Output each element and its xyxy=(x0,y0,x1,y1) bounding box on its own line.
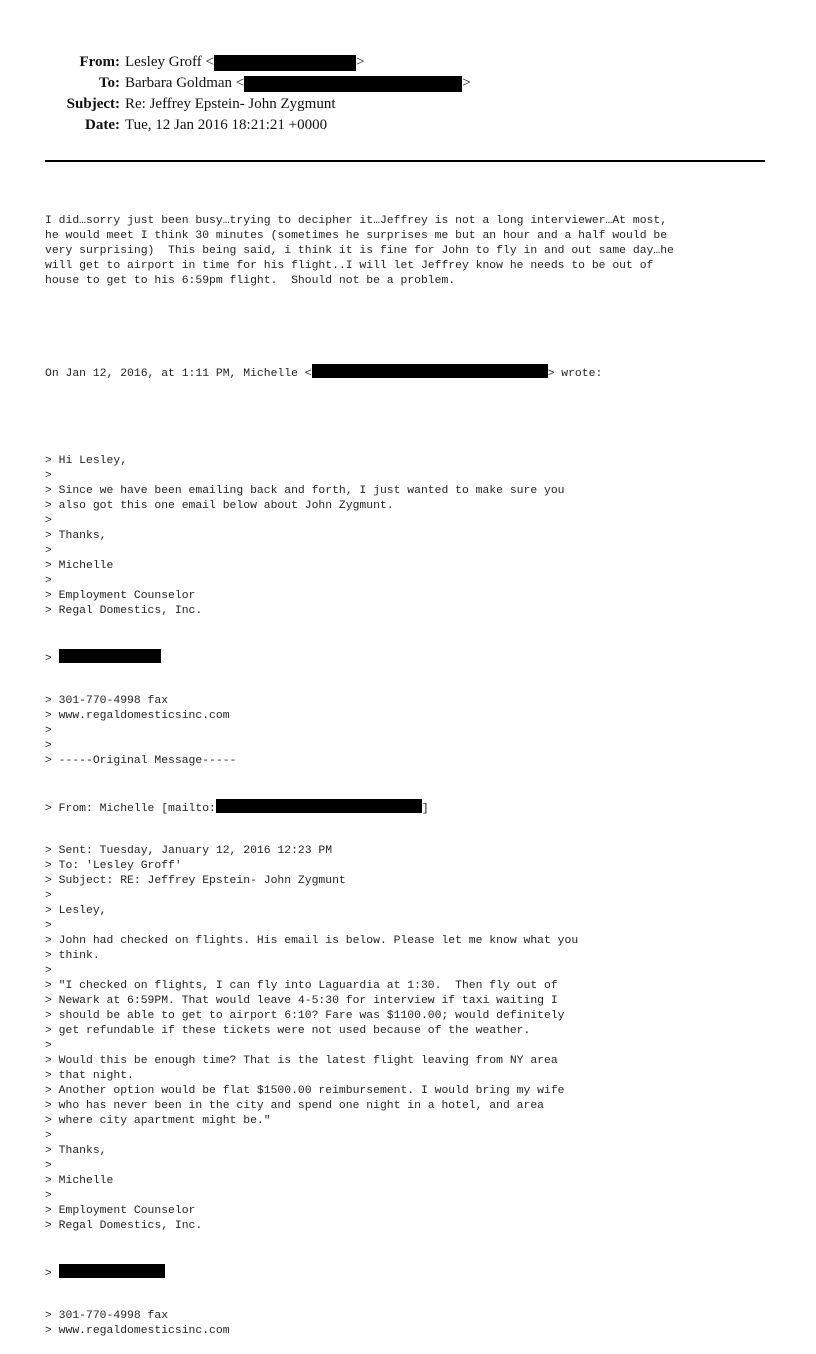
text-line: > xyxy=(45,725,52,737)
to-row xyxy=(0,73,816,94)
text-line: > xyxy=(45,1160,52,1172)
text-line: > Michelle xyxy=(45,560,114,572)
text-line: > should be able to get to airport 6:10? Fare was $1100.00; would definitely xyxy=(45,1010,565,1022)
quote-intro xyxy=(45,364,775,379)
from-label: From: xyxy=(79,54,120,70)
text-line: > www.regaldomesticsinc.com xyxy=(45,1325,230,1337)
date-value: Tue, 12 Jan 2016 18:21:21 +0000 xyxy=(125,117,328,133)
text-line: > Subject: RE: Jeffrey Epstein- John Zygmunt xyxy=(45,875,346,887)
quoted-block-2 xyxy=(45,694,775,769)
from-name: Lesley Groff < xyxy=(125,54,214,70)
text-line: > get refundable if these tickets were not used because of the weather. xyxy=(45,1025,531,1037)
phone-redaction-2 xyxy=(59,1264,165,1278)
text-line: > xyxy=(45,1190,52,1202)
text-line: I did…sorry just been busy…trying to decipher it…Jeffrey is not a long interviewer…At most, xyxy=(45,215,668,227)
quoted-block-4 xyxy=(45,1309,775,1339)
text-line: very surprising) This being said, i think it is fine for John to fly in and out same day…he xyxy=(45,245,674,257)
quoted-block-3 xyxy=(45,844,775,1234)
to-email-redaction xyxy=(244,76,462,92)
text-line: > 301-770-4998 fax xyxy=(45,1310,169,1322)
text-line: > xyxy=(45,575,52,587)
text-line: > xyxy=(45,470,52,482)
text-line: > Since we have been emailing back and forth, I just wanted to make sure you xyxy=(45,485,565,497)
text-line: > Employment Counselor xyxy=(45,590,196,602)
text-line: > Employment Counselor xyxy=(45,1205,196,1217)
text-line: > that night. xyxy=(45,1070,134,1082)
mailto-before: > From: Michelle [mailto: xyxy=(45,803,216,815)
sender-email-redaction xyxy=(312,364,548,378)
blank-line xyxy=(45,409,775,424)
redacted-phone-line-2 xyxy=(45,1264,775,1279)
text-line: > Would this be enough time? That is the latest flight leaving from NY area xyxy=(45,1055,558,1067)
text-line: > also got this one email below about John Zygmunt. xyxy=(45,500,394,512)
quote-prefix-2: > xyxy=(45,1268,59,1280)
mailto-after: ] xyxy=(421,803,429,815)
text-line: > Lesley, xyxy=(45,905,107,917)
text-line: > John had checked on flights. His email is below. Please let me know what you xyxy=(45,935,579,947)
to-close: > xyxy=(462,75,471,91)
email-header xyxy=(0,52,816,136)
text-line: > xyxy=(45,890,52,902)
text-line: > Regal Domestics, Inc. xyxy=(45,605,203,617)
text-line: > think. xyxy=(45,950,100,962)
text-line: > Another option would be flat $1500.00 reimbursement. I would bring my wife xyxy=(45,1085,565,1097)
subject-row xyxy=(0,94,816,115)
text-line: > xyxy=(45,1130,52,1142)
text-line: > Sent: Tuesday, January 12, 2016 12:23 PM xyxy=(45,845,333,857)
text-line: house to get to his 6:59pm flight. Should not be a problem. xyxy=(45,275,456,287)
text-line: > xyxy=(45,545,52,557)
text-line: > xyxy=(45,515,52,527)
text-line: > Regal Domestics, Inc. xyxy=(45,1220,203,1232)
phone-redaction xyxy=(59,649,161,663)
from-row xyxy=(0,52,816,73)
text-line: > who has never been in the city and spend one night in a hotel, and area xyxy=(45,1100,544,1112)
text-line: > Newark at 6:59PM. That would leave 4-5:30 for interview if taxi waiting I xyxy=(45,995,558,1007)
subject-label: Subject: xyxy=(66,96,120,112)
text-line: > Thanks, xyxy=(45,530,107,542)
text-line: > Thanks, xyxy=(45,1145,107,1157)
from-email-redaction xyxy=(214,55,356,71)
reply-text xyxy=(45,214,775,289)
to-name: Barbara Goldman < xyxy=(125,75,245,91)
text-line: > "I checked on flights, I can fly into Laguardia at 1:30. Then fly out of xyxy=(45,980,558,992)
text-line: > where city apartment might be." xyxy=(45,1115,271,1127)
mailto-redaction xyxy=(216,799,422,813)
quote-prefix: > xyxy=(45,653,59,665)
from-value xyxy=(125,52,364,73)
quoted-block-1 xyxy=(45,454,775,619)
quote-intro-after: > wrote: xyxy=(547,368,603,380)
date-label: Date: xyxy=(85,117,120,133)
quote-intro-before: On Jan 12, 2016, at 1:11 PM, Michelle < xyxy=(45,368,312,380)
text-line: > Hi Lesley, xyxy=(45,455,128,467)
date-row xyxy=(0,115,816,136)
to-value xyxy=(125,73,471,94)
from-close: > xyxy=(356,54,365,70)
to-label: To: xyxy=(98,75,120,91)
text-line: > -----Original Message----- xyxy=(45,755,237,767)
text-line: > To: 'Lesley Groff' xyxy=(45,860,182,872)
text-line: > www.regaldomesticsinc.com xyxy=(45,710,230,722)
text-line: > xyxy=(45,740,52,752)
text-line: > xyxy=(45,920,52,932)
text-line: he would meet I think 30 minutes (sometimes he surprises me but an hour and a half would be xyxy=(45,230,668,242)
text-line: > 301-770-4998 fax xyxy=(45,695,169,707)
header-divider xyxy=(45,160,765,162)
redacted-phone-line xyxy=(45,649,775,664)
mailto-line xyxy=(45,799,775,814)
text-line: > Michelle xyxy=(45,1175,114,1187)
text-line: > xyxy=(45,1040,52,1052)
text-line: > xyxy=(45,965,52,977)
email-body xyxy=(45,184,775,1354)
text-line: will get to airport in time for his flight..I will let Jeffrey know he needs to be out of xyxy=(45,260,654,272)
blank-line xyxy=(45,319,775,334)
subject-value: Re: Jeffrey Epstein- John Zygmunt xyxy=(125,96,336,112)
